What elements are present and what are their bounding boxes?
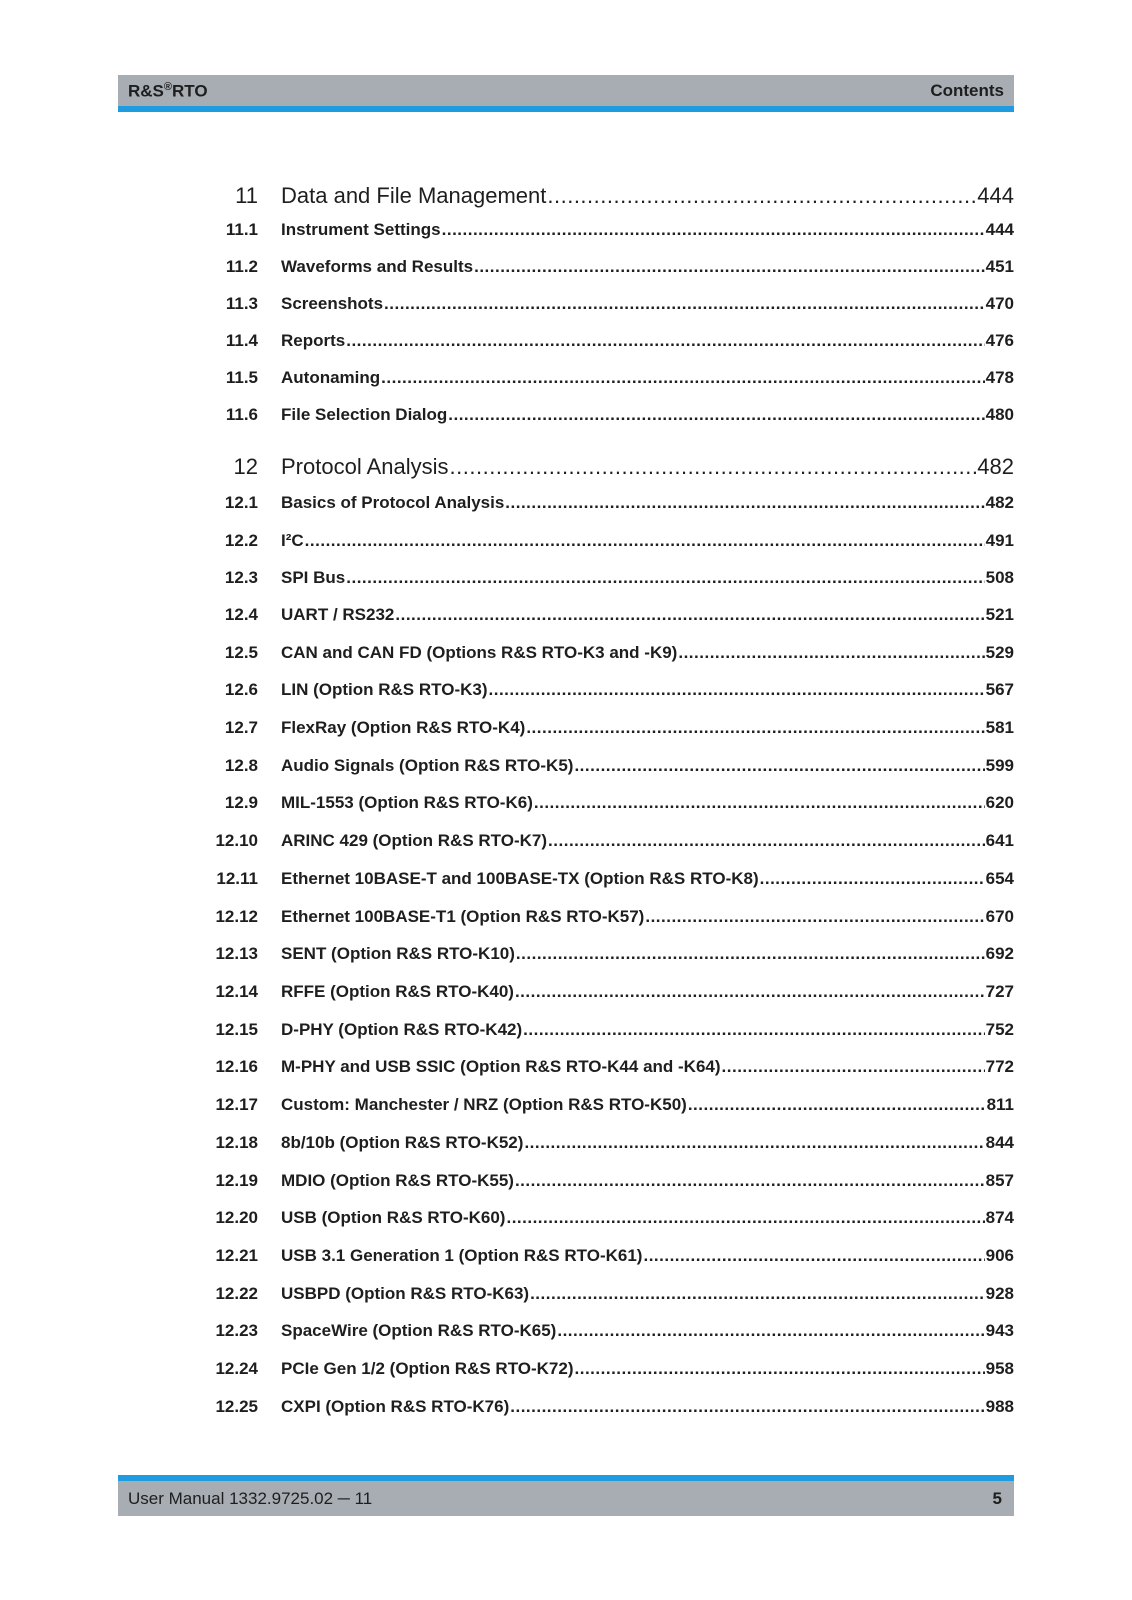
toc-leader-dots [678, 643, 984, 663]
toc-leader-dots [548, 831, 985, 851]
toc-entry-page: 752 [985, 1020, 1014, 1039]
footer-manual-id: User Manual 1332.9725.02 ─ 11 [128, 1489, 373, 1508]
toc-entry-link[interactable] [281, 294, 1014, 314]
toc-entry-title: Screenshots [281, 294, 384, 313]
toc-entry-title: USB (Option R&S RTO-K60) [281, 1208, 506, 1227]
toc-entry-number: 12.4 [224, 605, 258, 624]
toc-leader-dots [516, 944, 985, 964]
toc-entry-number: 11.5 [225, 368, 258, 387]
toc-entry-number: 12.14 [215, 982, 258, 1001]
toc-entry-number: 12.23 [215, 1321, 258, 1340]
toc-entry-title: PCIe Gen 1/2 (Option R&S RTO-K72) [281, 1359, 574, 1378]
toc-entry-title: MIL-1553 (Option R&S RTO-K6) [281, 793, 533, 812]
toc-entry-link[interactable] [281, 793, 1014, 813]
toc-entry-page: 620 [985, 793, 1014, 812]
toc-entry-link[interactable] [281, 1208, 1014, 1228]
toc-leader-dots [510, 1397, 984, 1417]
toc-entry-title: USBPD (Option R&S RTO-K63) [281, 1284, 530, 1303]
toc-entry-number: 12.9 [224, 793, 258, 812]
toc-entry-number: 12.22 [215, 1284, 258, 1303]
toc-entry-title: UART / RS232 [281, 605, 395, 624]
toc-entry-number: 11.4 [225, 331, 258, 350]
toc-leader-dots [534, 793, 985, 813]
toc-entry-number: 12.20 [215, 1208, 258, 1227]
toc-entry-title: I²C [281, 531, 304, 550]
toc-entry-number: 12.8 [224, 756, 258, 775]
toc-entry-title: MDIO (Option R&S RTO-K55) [281, 1171, 514, 1190]
header-section: Contents [930, 81, 1004, 100]
toc-entry-page: 444 [977, 183, 1014, 208]
toc-leader-dots [575, 1359, 985, 1379]
toc-leader-dots [395, 605, 984, 625]
toc-leader-dots [450, 454, 977, 480]
toc-entry-number: 12.16 [215, 1057, 258, 1076]
toc-leader-dots [526, 718, 984, 738]
toc-entry-page: 928 [985, 1284, 1014, 1303]
toc-entry-number: 11 [235, 183, 258, 208]
toc-entry-number: 12.12 [215, 907, 258, 926]
toc-entry-page: 451 [985, 257, 1014, 276]
toc-entry-page: 482 [985, 493, 1014, 512]
toc-entry-page: 857 [985, 1171, 1014, 1190]
toc-leader-dots [442, 220, 985, 240]
toc-leader-dots [489, 680, 985, 700]
toc-entry-title: LIN (Option R&S RTO-K3) [281, 680, 488, 699]
toc-entry-number: 12 [233, 454, 258, 479]
toc-entry-link[interactable] [281, 831, 1014, 851]
toc-leader-dots [722, 1057, 985, 1077]
toc-entry-link[interactable] [281, 531, 1014, 551]
toc-entry-title: FlexRay (Option R&S RTO-K4) [281, 718, 526, 737]
toc-entry-link[interactable] [281, 568, 1014, 588]
toc-entry-link[interactable] [281, 257, 1014, 277]
toc-entry-link[interactable] [281, 1020, 1014, 1040]
header-product: R&S®RTO [128, 81, 208, 101]
toc-entry-title: Custom: Manchester / NRZ (Option R&S RTO-K50) [281, 1095, 687, 1114]
toc-entry-page: 906 [985, 1246, 1014, 1265]
toc-entry-title: Reports [281, 331, 346, 350]
toc-leader-dots [346, 568, 984, 588]
toc-leader-dots [574, 756, 984, 776]
toc-entry-link[interactable] [281, 493, 1014, 513]
toc-entry-title: Ethernet 100BASE-T1 (Option R&S RTO-K57) [281, 907, 645, 926]
toc-leader-dots [643, 1246, 984, 1266]
toc-entry-page: 670 [985, 907, 1014, 926]
toc-entry-title: CAN and CAN FD (Options R&S RTO-K3 and -K9) [281, 643, 678, 662]
toc-leader-dots [688, 1095, 986, 1115]
toc-entry-page: 599 [985, 756, 1014, 775]
toc-entry-link[interactable] [281, 368, 1014, 388]
toc-entry-link[interactable] [281, 183, 1014, 209]
page-footer [118, 1475, 1014, 1516]
toc-entry-title: SpaceWire (Option R&S RTO-K65) [281, 1321, 557, 1340]
toc-entry-link[interactable] [281, 1397, 1014, 1417]
footer-page-number: 5 [992, 1489, 1002, 1508]
toc-leader-dots [448, 405, 984, 425]
toc-entry-page: 654 [985, 869, 1014, 888]
toc-entry-link[interactable] [281, 718, 1014, 738]
toc-entry-title: Audio Signals (Option R&S RTO-K5) [281, 756, 574, 775]
toc-entry-title: Waveforms and Results [281, 257, 474, 276]
toc-entry-title: SPI Bus [281, 568, 346, 587]
toc-leader-dots [645, 907, 984, 927]
toc-leader-dots [506, 1208, 984, 1228]
toc-entry-page: 470 [985, 294, 1014, 313]
toc-entry-page: 772 [985, 1057, 1014, 1076]
toc-entry-number: 12.17 [215, 1095, 258, 1114]
toc-entry-link[interactable] [281, 220, 1014, 240]
toc-entry-page: 491 [985, 531, 1014, 550]
toc-entry-link[interactable] [281, 405, 1014, 425]
toc-entry-link[interactable] [281, 1284, 1014, 1304]
toc-entry-link[interactable] [281, 982, 1014, 1002]
toc-entry-number: 12.19 [215, 1171, 258, 1190]
toc-leader-dots [305, 531, 985, 551]
toc-entry-number: 12.18 [215, 1133, 258, 1152]
toc-entry-title: M-PHY and USB SSIC (Option R&S RTO-K44 and -K64) [281, 1057, 721, 1076]
toc-entry-title: SENT (Option R&S RTO-K10) [281, 944, 515, 963]
toc-entry-link[interactable] [281, 1321, 1014, 1341]
toc-entry-title: Autonaming [281, 368, 381, 387]
toc-entry-title: 8b/10b (Option R&S RTO-K52) [281, 1133, 524, 1152]
toc-entry-link[interactable] [281, 680, 1014, 700]
toc-entry-page: 508 [985, 568, 1014, 587]
toc-entry-page: 444 [985, 220, 1014, 239]
toc-entry-page: 958 [985, 1359, 1014, 1378]
toc-entry-link[interactable] [281, 331, 1014, 351]
toc-entry-number: 11.2 [225, 257, 258, 276]
toc-entry-title: ARINC 429 (Option R&S RTO-K7) [281, 831, 548, 850]
toc-entry-title: USB 3.1 Generation 1 (Option R&S RTO-K61) [281, 1246, 643, 1265]
toc-entry-number: 12.6 [224, 680, 258, 699]
toc-entry-link[interactable] [281, 1133, 1014, 1153]
toc-entry-page: 844 [985, 1133, 1014, 1152]
toc-leader-dots [557, 1321, 984, 1341]
toc-entry-number: 12.24 [215, 1359, 258, 1378]
toc-entry-number: 11.6 [225, 405, 258, 424]
toc-entry-page: 581 [985, 718, 1014, 737]
toc-entry-page: 480 [985, 405, 1014, 424]
toc-entry-page: 567 [985, 680, 1014, 699]
toc-entry-title: D-PHY (Option R&S RTO-K42) [281, 1020, 523, 1039]
toc-entry-page: 482 [977, 454, 1014, 479]
toc-entry-title: Basics of Protocol Analysis [281, 493, 505, 512]
toc-entry-number: 11.1 [225, 220, 258, 239]
toc-entry-number: 12.11 [216, 869, 258, 888]
toc-entry-title: Protocol Analysis [281, 454, 449, 479]
toc-entry-link[interactable] [281, 454, 1014, 480]
toc-leader-dots [515, 1171, 985, 1191]
toc-entry-link[interactable] [281, 756, 1014, 776]
toc-entry-link[interactable] [281, 605, 1014, 625]
toc-entry-link[interactable] [281, 1057, 1014, 1077]
toc-entry-number: 12.2 [224, 531, 258, 550]
toc-entry-page: 692 [985, 944, 1014, 963]
toc-entry-link[interactable] [281, 944, 1014, 964]
toc-entry-page: 641 [985, 831, 1014, 850]
toc-entry-number: 12.21 [215, 1246, 258, 1265]
toc-entry-link[interactable] [281, 1359, 1014, 1379]
toc-entry-title: RFFE (Option R&S RTO-K40) [281, 982, 514, 1001]
toc-entry-page: 988 [985, 1397, 1014, 1416]
toc-leader-dots [381, 368, 984, 388]
toc-leader-dots [524, 1133, 984, 1153]
toc-entry-title: CXPI (Option R&S RTO-K76) [281, 1397, 510, 1416]
toc-entry-page: 811 [986, 1095, 1014, 1114]
toc-entry-number: 11.3 [225, 294, 258, 313]
toc-leader-dots [474, 257, 985, 277]
toc-entry-page: 529 [985, 643, 1014, 662]
toc-leader-dots [523, 1020, 984, 1040]
toc-entry-number: 12.3 [224, 568, 258, 587]
toc-entry-link[interactable] [281, 1095, 1014, 1115]
toc-leader-dots [547, 183, 976, 209]
toc-entry-title: File Selection Dialog [281, 405, 448, 424]
toc-entry-page: 727 [985, 982, 1014, 1001]
toc-entry-link[interactable] [281, 869, 1014, 889]
toc-entry-number: 12.13 [215, 944, 258, 963]
toc-leader-dots [760, 869, 985, 889]
toc-entry-title: Instrument Settings [281, 220, 441, 239]
toc-leader-dots [515, 982, 985, 1002]
toc-entry-title: Data and File Management [281, 183, 547, 208]
toc-entry-link[interactable] [281, 643, 1014, 663]
toc-entry-page: 476 [985, 331, 1014, 350]
toc-leader-dots [530, 1284, 985, 1304]
toc-entry-number: 12.10 [215, 831, 258, 850]
toc-entry-page: 521 [985, 605, 1014, 624]
page-header [118, 75, 1014, 112]
toc-leader-dots [346, 331, 984, 351]
toc-entry-page: 874 [985, 1208, 1014, 1227]
toc-entry-title: Ethernet 10BASE-T and 100BASE-TX (Option R&S RTO-K8) [281, 869, 759, 888]
toc-entry-number: 12.15 [215, 1020, 258, 1039]
toc-entry-page: 943 [985, 1321, 1014, 1340]
toc-entry-link[interactable] [281, 1246, 1014, 1266]
toc-leader-dots [505, 493, 984, 513]
toc-entry-link[interactable] [281, 1171, 1014, 1191]
toc-entry-number: 12.25 [215, 1397, 258, 1416]
toc-entry-number: 12.5 [224, 643, 258, 662]
toc-entry-number: 12.7 [224, 718, 258, 737]
toc-entry-page: 478 [985, 368, 1014, 387]
toc-entry-number: 12.1 [224, 493, 258, 512]
toc-entry-link[interactable] [281, 907, 1014, 927]
toc-leader-dots [384, 294, 985, 314]
